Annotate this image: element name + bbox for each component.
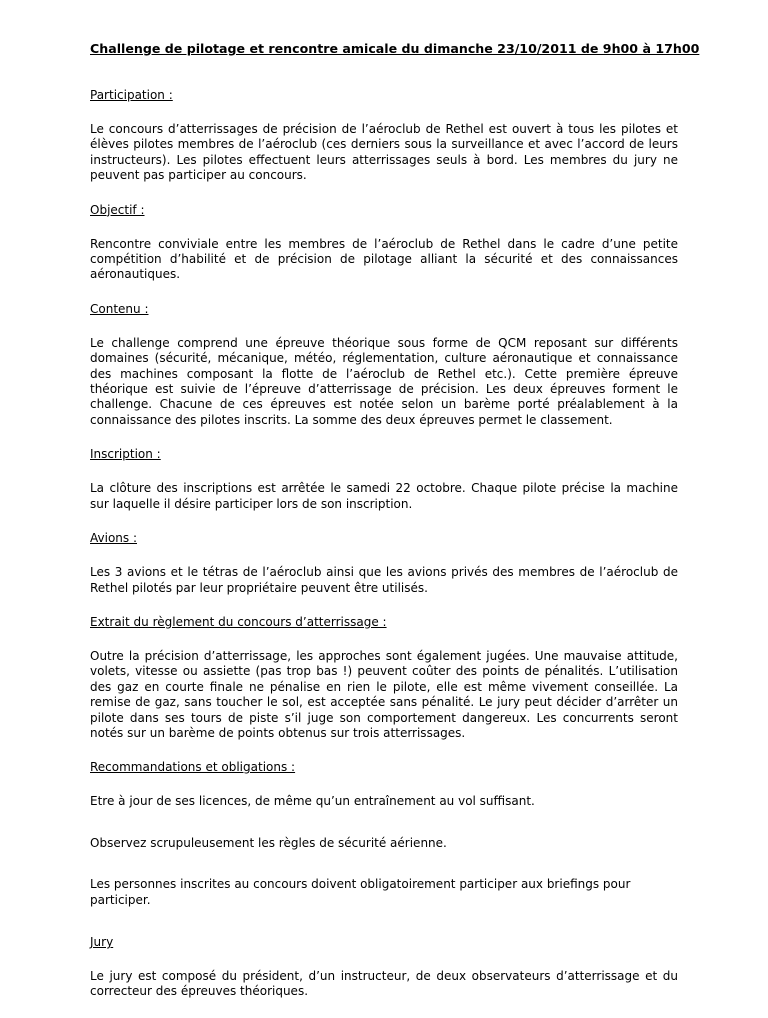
- document-title: Challenge de pilotage et rencontre amicale du dimanche 23/10/2011 de 9h00 à 17h00: [90, 41, 700, 56]
- paragraph-securite: Observez scrupuleusement les règles de sécurité aérienne.: [90, 835, 447, 850]
- section-objectif: [90, 202, 678, 283]
- section-inscription: [90, 446, 678, 512]
- paragraph-avions: Les 3 avions et le tétras de l’aéroclub ainsi que les avions privés des membres de l’aéroclub de Rethel pilotés par leur propriétaire peuvent être utilisés.: [90, 565, 678, 595]
- paragraph-inscription: La clôture des inscriptions est arrêtée le samedi 22 octobre. Chaque pilote précise la machine sur laquelle il désire participer lors de son inscription.: [90, 481, 678, 511]
- paragraph-participation: Le concours d’atterrissages de précision de l’aéroclub de Rethel est ouvert à tous les pilotes et élèves pilotes membres de l’aéroclub (ces derniers sous la surveillance et avec l’accord de leurs instructeurs). Les pilotes effectuent leurs atterrissages seuls à bord. Les membres du jury ne peuvent pas participer au concours.: [90, 122, 678, 183]
- paragraph-objectif: Rencontre conviviale entre les membres de l’aéroclub de Rethel dans le cadre d’une petite compétition d’habilité et de précision de pilotage alliant la sécurité et des connaissances aéronautiques.: [90, 236, 678, 282]
- section-avions: [90, 530, 678, 596]
- heading-contenu: Contenu :: [90, 301, 149, 316]
- heading-objectif: Objectif :: [90, 202, 145, 217]
- heading-jury: Jury: [90, 934, 114, 949]
- heading-participation: Participation :: [90, 88, 173, 102]
- document-page: [90, 41, 700, 1018]
- heading-recommandations: Recommandations et obligations :: [90, 760, 296, 775]
- section-reglement: [90, 614, 678, 741]
- paragraph-contenu: Le challenge comprend une épreuve théorique sous forme de QCM reposant sur différents domaines (sécurité, mécanique, météo, réglementation, culture aéronautique et connaissance des machines composant la flotte de l’aéroclub de Rethel etc.). Cette première épreuve théorique est suivie de l’épreuve d’atterrissage de précision. Les deux épreuves forment le challenge. Chacune de ces épreuves est notée selon un barème porté préalablement à la connaissance des pilotes inscrits. La somme des deux épreuves permet le classement.: [90, 335, 678, 427]
- heading-avions: Avions :: [90, 531, 137, 546]
- paragraph-reglement: Outre la précision d’atterrissage, les approches sont également jugées. Une mauvaise attitude, volets, vitesse ou assiette (pas trop bas !) peuvent coûter des points de pénalités. L’utilisation des gaz en courte finale ne pénalise en rien le pilote, elle est même vivement conseillée. La remise de gaz, sans toucher le sol, est acceptée sans pénalité. Le jury peut décider d’arrêter un pilote dans ses tours de piste s’il juge son comportement dangereux. Les concurrents seront notés sur un barème de points obtenus sur trois atterrissages.: [90, 648, 678, 740]
- heading-reglement: Extrait du règlement du concours d’atterrissage :: [90, 614, 387, 629]
- heading-inscription: Inscription :: [90, 447, 161, 462]
- section-recommandations: [90, 759, 678, 908]
- paragraph-licences: Etre à jour de ses licences, de même qu’un entraînement au vol suffisant.: [90, 794, 535, 809]
- paragraph-jury: Le jury est composé du président, d’un instructeur, de deux observateurs d’atterrissage et du correcteur des épreuves théoriques.: [90, 968, 678, 999]
- section-jury: [90, 934, 678, 1000]
- section-participation: [90, 87, 678, 184]
- paragraph-briefings: Les personnes inscrites au concours doivent obligatoirement participer aux briefings pour participer.: [90, 877, 631, 907]
- section-contenu: [90, 301, 678, 428]
